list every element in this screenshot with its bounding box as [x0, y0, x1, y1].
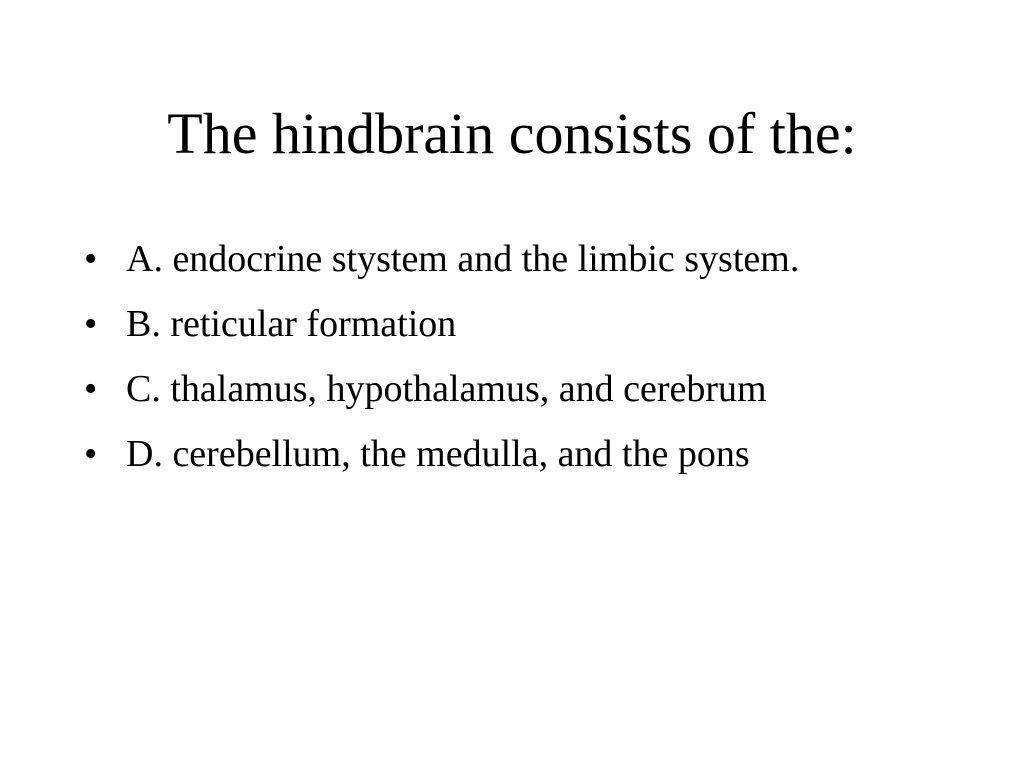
answer-options-list [84, 228, 984, 488]
bullet-icon: • [84, 433, 98, 475]
answer-option-c [84, 358, 984, 423]
answer-option-text: B. reticular formation [126, 303, 457, 345]
answer-option-a [84, 228, 984, 293]
answer-option-text: D. cerebellum, the medulla, and the pons [126, 433, 750, 475]
answer-option-d [84, 423, 984, 488]
bullet-icon: • [84, 303, 98, 345]
slide-title: The hindbrain consists of the: [167, 101, 857, 166]
answer-option-text: A. endocrine stystem and the limbic system. [126, 238, 800, 280]
bullet-icon: • [84, 238, 98, 280]
bullet-icon: • [84, 368, 98, 410]
answer-option-text: C. thalamus, hypothalamus, and cerebrum [126, 368, 767, 410]
answer-option-b [84, 293, 984, 358]
